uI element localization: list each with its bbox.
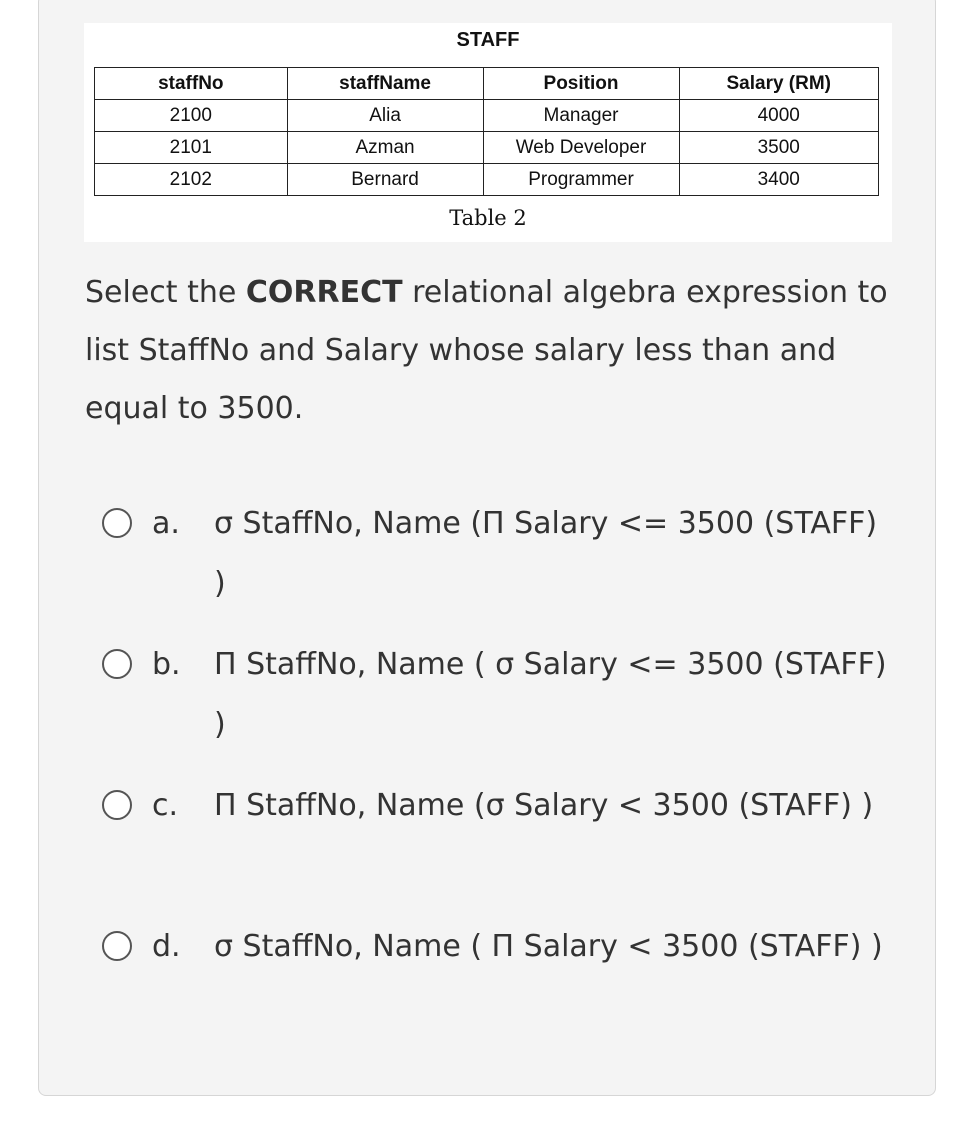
question-suffix: relational algebra expression to list StaffNo and Salary whose salary less than and equal to 3500.: [85, 275, 888, 426]
table-cell: Azman: [287, 132, 483, 164]
question-prefix: Select the: [85, 275, 246, 310]
table-cell: 4000: [679, 100, 878, 132]
table-cell: 2102: [95, 164, 288, 196]
table-cell: Bernard: [287, 164, 483, 196]
radio-button[interactable]: [102, 508, 132, 538]
radio-button[interactable]: [102, 931, 132, 961]
staff-table: [94, 67, 879, 196]
column-header: staffName: [287, 68, 483, 100]
option-letter: c.: [152, 788, 179, 823]
table-header-row: [95, 68, 879, 100]
column-header: Salary (RM): [679, 68, 878, 100]
table-row: [95, 100, 879, 132]
table-cell: 2100: [95, 100, 288, 132]
question-emphasis: CORRECT: [245, 275, 403, 310]
table-cell: 2101: [95, 132, 288, 164]
option-text: σ StaffNo, Name (Π Salary <= 3500 (STAFF) ): [214, 506, 878, 601]
column-header: staffNo: [95, 68, 288, 100]
option-a[interactable]: [102, 494, 902, 614]
table-cell: Programmer: [483, 164, 679, 196]
option-d[interactable]: [102, 917, 902, 1037]
table-row: [95, 164, 879, 196]
question-text: [85, 264, 905, 438]
radio-button[interactable]: [102, 649, 132, 679]
option-letter: a.: [152, 506, 180, 541]
option-letter: b.: [152, 647, 181, 682]
table-caption: Table 2: [449, 206, 527, 230]
table-cell: Alia: [287, 100, 483, 132]
table-cell: 3500: [679, 132, 878, 164]
option-text: Π StaffNo, Name (σ Salary < 3500 (STAFF) ): [214, 788, 874, 823]
column-header: Position: [483, 68, 679, 100]
radio-button[interactable]: [102, 790, 132, 820]
table-figure: [84, 23, 892, 242]
option-c[interactable]: [102, 776, 902, 896]
option-letter: d.: [152, 929, 181, 964]
option-text: Π StaffNo, Name ( σ Salary <= 3500 (STAFF) ): [214, 647, 887, 742]
table-title: STAFF: [456, 29, 520, 51]
table-row: [95, 132, 879, 164]
table-cell: Manager: [483, 100, 679, 132]
option-b[interactable]: [102, 635, 902, 755]
option-text: σ StaffNo, Name ( Π Salary < 3500 (STAFF) ): [214, 929, 883, 964]
table-cell: 3400: [679, 164, 878, 196]
table-cell: Web Developer: [483, 132, 679, 164]
